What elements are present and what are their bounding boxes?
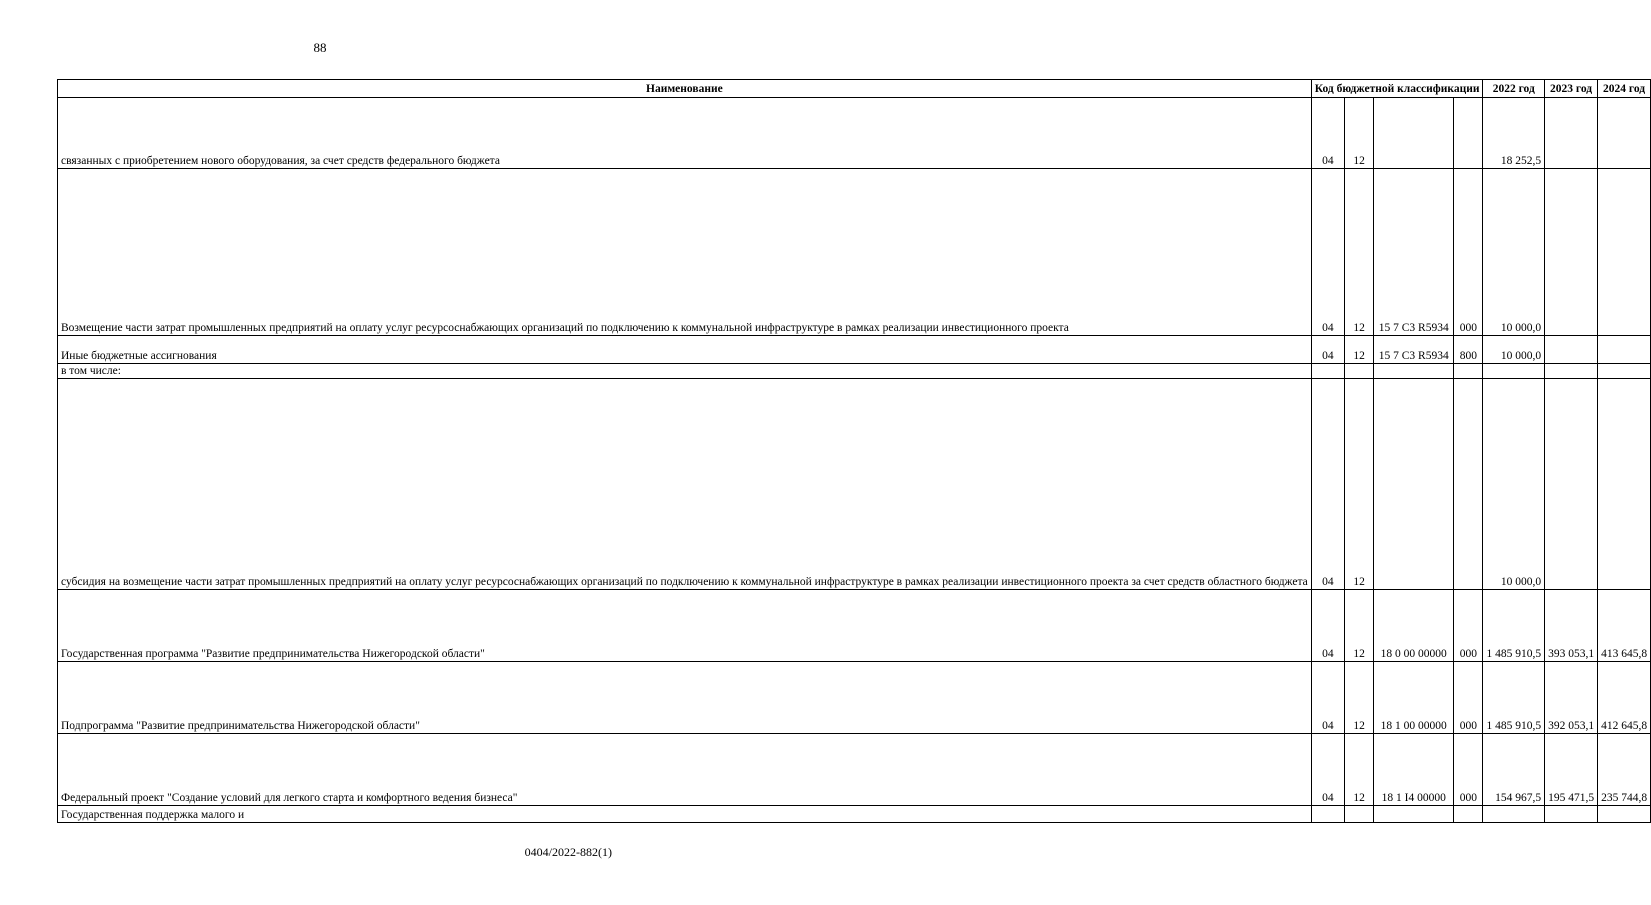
cell-2023: 393 053,1 [1545, 590, 1598, 662]
cell-2023 [1545, 364, 1598, 379]
cell-expense-type: 000 [1454, 734, 1483, 806]
cell-subsection: 12 [1345, 98, 1374, 169]
cell-2023 [1545, 336, 1598, 364]
cell-expense-type [1454, 379, 1483, 590]
cell-2023 [1545, 379, 1598, 590]
cell-target-article [1374, 364, 1454, 379]
cell-2022: 10 000,0 [1483, 379, 1545, 590]
cell-2022: 1 485 910,5 [1483, 590, 1545, 662]
cell-expense-type: 000 [1454, 662, 1483, 734]
cell-target-article [1374, 806, 1454, 823]
cell-expense-type [1454, 806, 1483, 823]
cell-2024 [1598, 169, 1651, 336]
cell-section: 04 [1311, 336, 1344, 364]
column-header-2022: 2022 год [1483, 80, 1545, 98]
cell-name: Подпрограмма "Развитие предпринимательства Нижегородской области" [58, 662, 1312, 734]
cell-subsection [1345, 806, 1374, 823]
table-row [58, 169, 1651, 336]
cell-2023 [1545, 169, 1598, 336]
cell-2022: 154 967,5 [1483, 734, 1545, 806]
table-row [58, 734, 1651, 806]
cell-2024 [1598, 806, 1651, 823]
cell-subsection: 12 [1345, 379, 1374, 590]
cell-target-article: 18 0 00 00000 [1374, 590, 1454, 662]
cell-2023 [1545, 98, 1598, 169]
cell-target-article: 15 7 C3 R5934 [1374, 169, 1454, 336]
cell-2024 [1598, 98, 1651, 169]
cell-target-article: 18 1 00 00000 [1374, 662, 1454, 734]
cell-2023: 195 471,5 [1545, 734, 1598, 806]
cell-2023 [1545, 806, 1598, 823]
cell-2023: 392 053,1 [1545, 662, 1598, 734]
cell-section: 04 [1311, 734, 1344, 806]
cell-target-article [1374, 379, 1454, 590]
cell-2024 [1598, 336, 1651, 364]
table-row [58, 98, 1651, 169]
cell-target-article [1374, 98, 1454, 169]
table-header-row [58, 80, 1651, 98]
column-header-code: Код бюджетной классификации [1311, 80, 1483, 98]
cell-2022 [1483, 806, 1545, 823]
cell-2024: 413 645,8 [1598, 590, 1651, 662]
cell-expense-type: 000 [1454, 590, 1483, 662]
cell-2022 [1483, 364, 1545, 379]
cell-name: Государственная программа "Развитие предпринимательства Нижегородской области" [58, 590, 1312, 662]
cell-2024 [1598, 379, 1651, 590]
cell-2024: 412 645,8 [1598, 662, 1651, 734]
table-body [58, 98, 1651, 823]
cell-section: 04 [1311, 169, 1344, 336]
table-row [58, 379, 1651, 590]
page-number: 88 [313, 40, 327, 55]
cell-name: субсидия на возмещение части затрат промышленных предприятий на оплату услуг ресурсоснабжающих организаций по подключению к коммунальной инфраструктуре в рамках реализации инвестиционного проекта за счет средств областного бюджета [58, 379, 1312, 590]
cell-expense-type [1454, 364, 1483, 379]
cell-subsection: 12 [1345, 590, 1374, 662]
cell-name: Федеральный проект "Создание условий для легкого старта и комфортного ведения бизнеса" [58, 734, 1312, 806]
table-row [58, 364, 1651, 379]
table-row [58, 336, 1651, 364]
cell-name: Иные бюджетные ассигнования [58, 336, 1312, 364]
cell-target-article: 15 7 C3 R5934 [1374, 336, 1454, 364]
cell-name: Государственная поддержка малого и [58, 806, 1312, 823]
cell-2024 [1598, 364, 1651, 379]
cell-name: в том числе: [58, 364, 1312, 379]
cell-subsection: 12 [1345, 336, 1374, 364]
cell-section [1311, 806, 1344, 823]
cell-2022: 10 000,0 [1483, 336, 1545, 364]
cell-section [1311, 364, 1344, 379]
document-code: 0404/2022-882(1) [524, 845, 612, 859]
column-header-2024: 2024 год [1598, 80, 1651, 98]
table-row [58, 662, 1651, 734]
cell-expense-type: 800 [1454, 336, 1483, 364]
cell-target-article: 18 1 I4 00000 [1374, 734, 1454, 806]
cell-section: 04 [1311, 662, 1344, 734]
budget-table [57, 79, 1651, 823]
column-header-2023: 2023 год [1545, 80, 1598, 98]
cell-2022: 1 485 910,5 [1483, 662, 1545, 734]
cell-name: связанных с приобретением нового оборудования, за счет средств федерального бюджета [58, 98, 1312, 169]
table-row [58, 806, 1651, 823]
cell-2022: 18 252,5 [1483, 98, 1545, 169]
cell-2022: 10 000,0 [1483, 169, 1545, 336]
column-header-name: Наименование [58, 80, 1312, 98]
cell-subsection: 12 [1345, 734, 1374, 806]
cell-expense-type [1454, 98, 1483, 169]
cell-expense-type: 000 [1454, 169, 1483, 336]
cell-section: 04 [1311, 379, 1344, 590]
cell-subsection [1345, 364, 1374, 379]
cell-section: 04 [1311, 98, 1344, 169]
cell-subsection: 12 [1345, 662, 1374, 734]
cell-name: Возмещение части затрат промышленных предприятий на оплату услуг ресурсоснабжающих организаций по подключению к коммунальной инфраструктуре в рамках реализации инвестиционного проекта [58, 169, 1312, 336]
cell-2024: 235 744,8 [1598, 734, 1651, 806]
table-row [58, 590, 1651, 662]
cell-section: 04 [1311, 590, 1344, 662]
cell-subsection: 12 [1345, 169, 1374, 336]
